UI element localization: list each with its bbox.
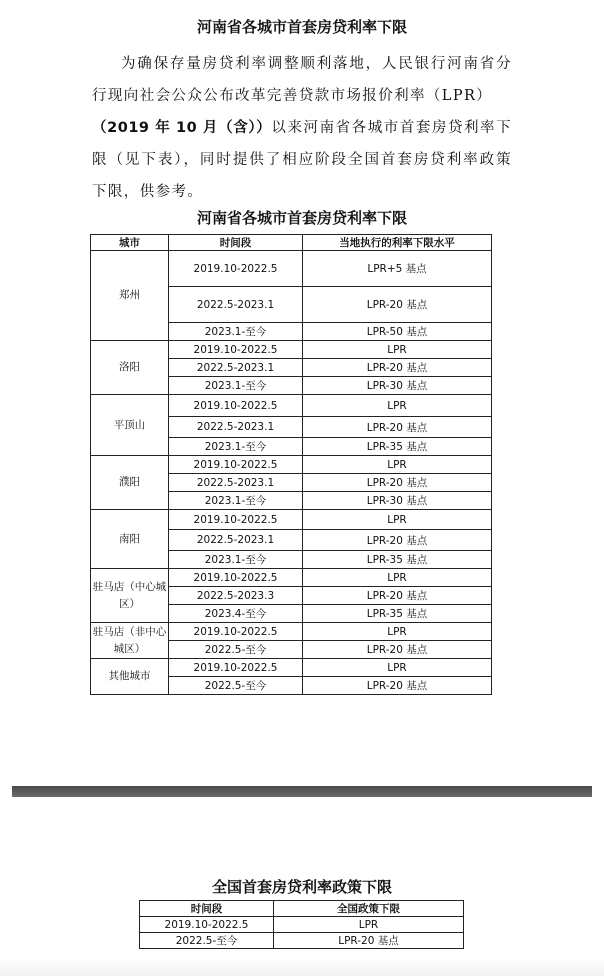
henan-rate-table bbox=[90, 234, 492, 695]
period-cell: 2023.1-至今 bbox=[169, 492, 303, 510]
rate-cell: LPR-35 基点 bbox=[303, 605, 492, 623]
table-header-row bbox=[140, 901, 464, 917]
rate-cell: LPR bbox=[303, 395, 492, 417]
rate-cell: LPR bbox=[303, 659, 492, 677]
intro-text-date: （2019 年 10 月（含）） bbox=[92, 120, 272, 136]
page-divider bbox=[12, 786, 592, 797]
rate-cell: LPR-20 基点 bbox=[303, 474, 492, 492]
header-rate: 全国政策下限 bbox=[274, 901, 464, 917]
city-cell: 南阳 bbox=[91, 510, 169, 569]
intro-text-part1: 为确保存量房贷利率调整顺利落地，人民银行河南省分行现向社会公众公布改革完善贷款市场报价利率（LPR） bbox=[92, 56, 512, 104]
document-title: 河南省各城市首套房贷利率下限 bbox=[196, 18, 407, 36]
period-cell: 2019.10-2022.5 bbox=[169, 659, 303, 677]
period-cell: 2022.5-2023.1 bbox=[169, 474, 303, 492]
period-cell: 2022.5-2023.1 bbox=[169, 530, 303, 551]
rate-cell: LPR bbox=[303, 456, 492, 474]
period-cell: 2019.10-2022.5 bbox=[169, 456, 303, 474]
city-cell: 驻马店（非中心城区） bbox=[91, 623, 169, 659]
period-cell: 2019.10-2022.5 bbox=[169, 251, 303, 287]
table-row bbox=[91, 251, 492, 287]
national-table-title: 全国首套房贷利率政策下限 bbox=[211, 878, 392, 896]
period-cell: 2023.1-至今 bbox=[169, 323, 303, 341]
rate-cell: LPR-20 基点 bbox=[303, 641, 492, 659]
table-row bbox=[91, 510, 492, 530]
period-cell: 2022.5-至今 bbox=[169, 641, 303, 659]
table-row bbox=[91, 623, 492, 641]
rate-cell: LPR bbox=[303, 569, 492, 587]
rate-cell: LPR-20 基点 bbox=[303, 287, 492, 323]
period-cell: 2023.1-至今 bbox=[169, 551, 303, 569]
rate-cell: LPR+5 基点 bbox=[303, 251, 492, 287]
header-period: 时间段 bbox=[169, 235, 303, 251]
period-cell: 2019.10-2022.5 bbox=[169, 569, 303, 587]
period-cell: 2023.1-至今 bbox=[169, 438, 303, 456]
city-cell: 其他城市 bbox=[91, 659, 169, 695]
national-rate-table bbox=[139, 900, 464, 949]
rate-cell: LPR-20 基点 bbox=[303, 359, 492, 377]
rate-cell: LPR bbox=[303, 623, 492, 641]
rate-cell: LPR-20 基点 bbox=[274, 933, 464, 949]
page-bottom-edge bbox=[0, 958, 604, 976]
header-city: 城市 bbox=[91, 235, 169, 251]
rate-cell: LPR-20 基点 bbox=[303, 587, 492, 605]
period-cell: 2019.10-2022.5 bbox=[169, 395, 303, 417]
table-row bbox=[91, 659, 492, 677]
table-header-row bbox=[91, 235, 492, 251]
table-row bbox=[91, 395, 492, 417]
rate-cell: LPR-20 基点 bbox=[303, 417, 492, 438]
period-cell: 2022.5-2023.1 bbox=[169, 417, 303, 438]
table-row bbox=[91, 341, 492, 359]
period-cell: 2022.5-至今 bbox=[169, 677, 303, 695]
period-cell: 2019.10-2022.5 bbox=[169, 341, 303, 359]
header-rate: 当地执行的利率下限水平 bbox=[303, 235, 492, 251]
rate-cell: LPR bbox=[303, 510, 492, 530]
period-cell: 2023.4-至今 bbox=[169, 605, 303, 623]
period-cell: 2019.10-2022.5 bbox=[169, 510, 303, 530]
table-row bbox=[140, 933, 464, 949]
city-cell: 濮阳 bbox=[91, 456, 169, 510]
rate-cell: LPR bbox=[303, 341, 492, 359]
intro-text-part2: 以来河南省各城市首套房贷利率下限（见下表），同时提供了相应阶段全国首套房贷利率政策下限，供参考。 bbox=[92, 120, 512, 200]
header-period: 时间段 bbox=[140, 901, 274, 917]
period-cell: 2022.5-2023.3 bbox=[169, 587, 303, 605]
period-cell: 2022.5-2023.1 bbox=[169, 359, 303, 377]
city-cell: 驻马店（中心城区） bbox=[91, 569, 169, 623]
rate-cell: LPR-20 基点 bbox=[303, 530, 492, 551]
period-cell: 2019.10-2022.5 bbox=[140, 917, 274, 933]
intro-paragraph bbox=[92, 48, 512, 208]
henan-table-title: 河南省各城市首套房贷利率下限 bbox=[196, 209, 407, 227]
rate-cell: LPR-35 基点 bbox=[303, 551, 492, 569]
city-cell: 洛阳 bbox=[91, 341, 169, 395]
rate-cell: LPR bbox=[274, 917, 464, 933]
period-cell: 2023.1-至今 bbox=[169, 377, 303, 395]
rate-cell: LPR-30 基点 bbox=[303, 492, 492, 510]
period-cell: 2022.5-至今 bbox=[140, 933, 274, 949]
rate-cell: LPR-50 基点 bbox=[303, 323, 492, 341]
table-row bbox=[91, 456, 492, 474]
table-row bbox=[140, 917, 464, 933]
table-row bbox=[91, 569, 492, 587]
rate-cell: LPR-30 基点 bbox=[303, 377, 492, 395]
period-cell: 2019.10-2022.5 bbox=[169, 623, 303, 641]
period-cell: 2022.5-2023.1 bbox=[169, 287, 303, 323]
city-cell: 郑州 bbox=[91, 251, 169, 341]
city-cell: 平顶山 bbox=[91, 395, 169, 456]
rate-cell: LPR-35 基点 bbox=[303, 438, 492, 456]
rate-cell: LPR-20 基点 bbox=[303, 677, 492, 695]
